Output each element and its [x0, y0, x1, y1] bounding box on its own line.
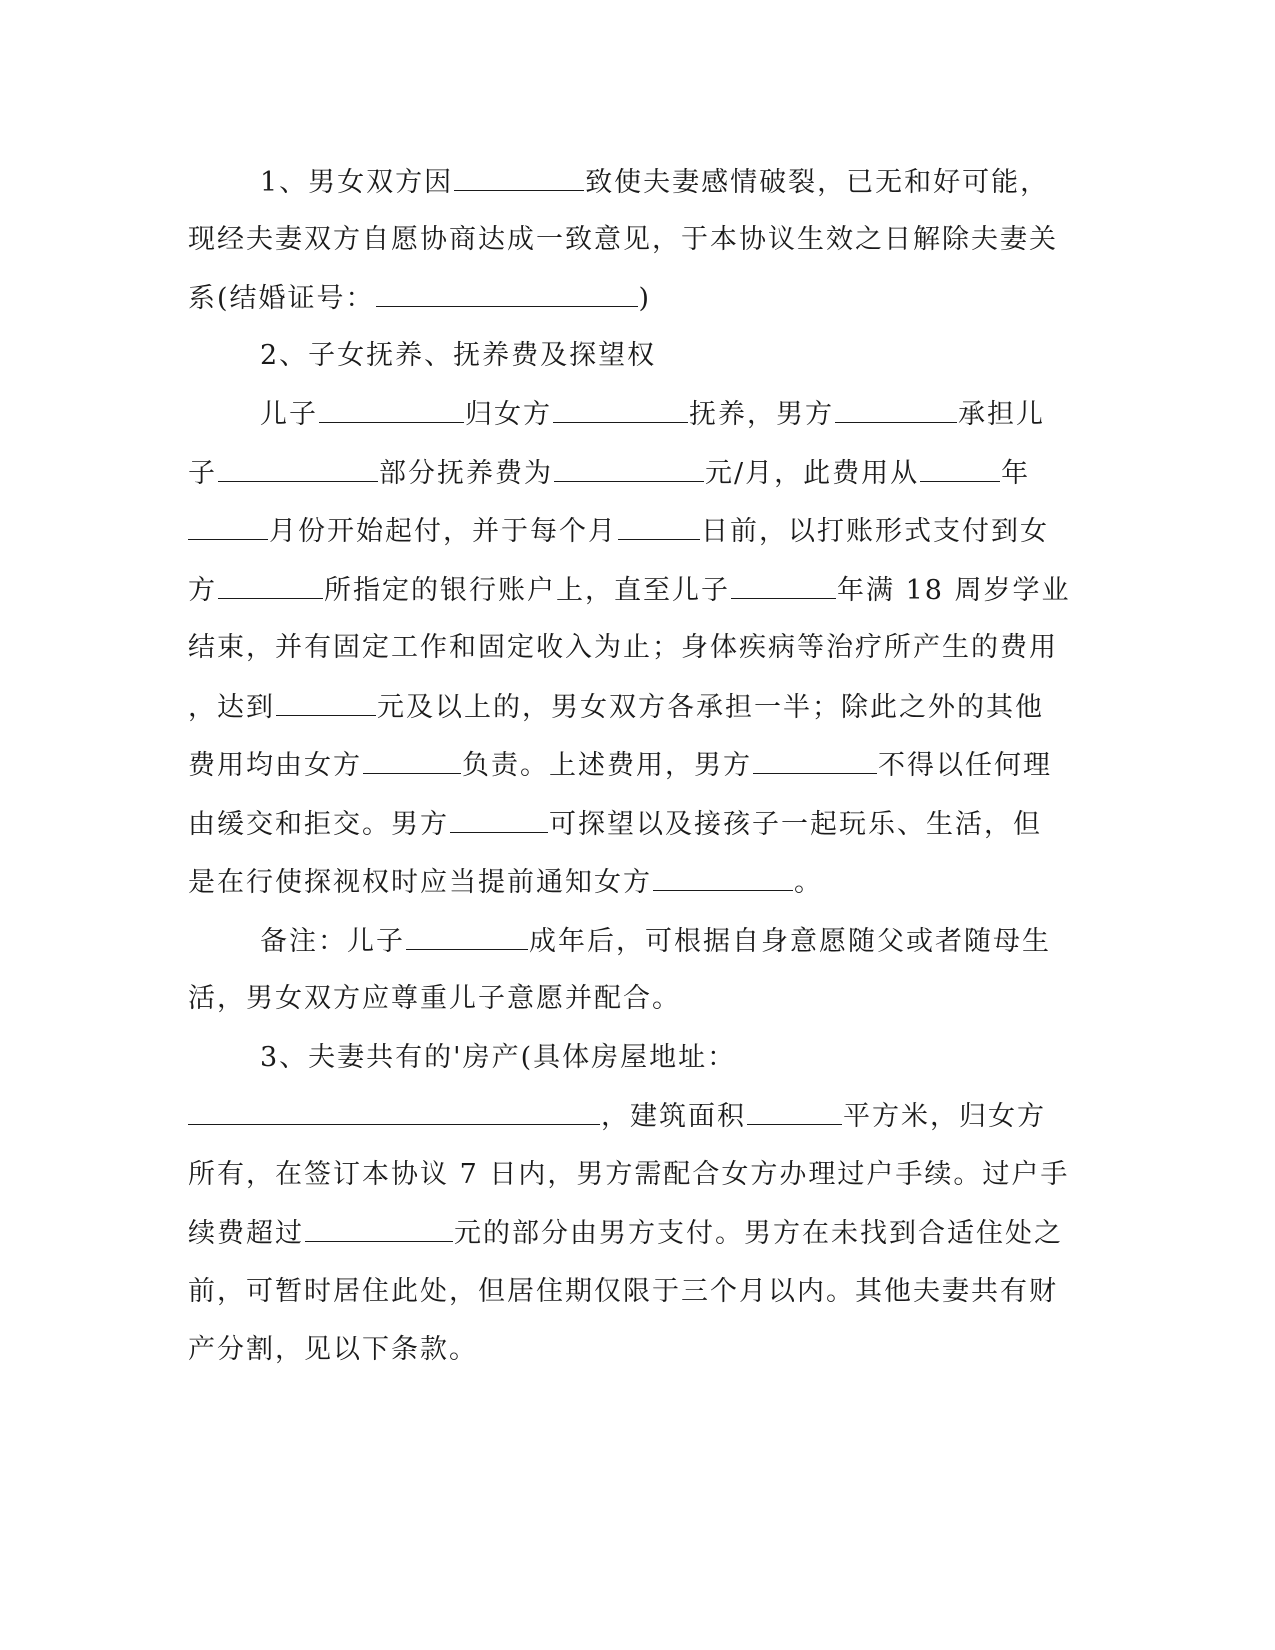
text-segment: ) [638, 283, 652, 314]
fill-in-blank[interactable] [618, 513, 700, 540]
text-segment: ，建筑面积 [601, 1101, 746, 1132]
clause-2-heading [260, 338, 656, 374]
text-segment: 费用均由女方 [188, 750, 362, 781]
text-segment: 平方米，归女方 [843, 1101, 1046, 1132]
clause-3-line-2 [188, 1098, 1046, 1134]
text-segment: 1、男女双方因 [260, 167, 454, 198]
text-segment: 负责。上述费用，男方 [462, 750, 752, 781]
fill-in-blank[interactable] [363, 747, 461, 774]
clause-2-line-6 [188, 689, 1044, 725]
fill-in-blank[interactable] [218, 572, 323, 599]
fill-in-blank[interactable] [920, 455, 1000, 482]
clause-2-line-7 [188, 747, 1052, 783]
fill-in-blank[interactable] [554, 455, 704, 482]
clause-1-line-3 [188, 280, 651, 316]
text-segment: 所有，在签订本协议 7 日内，男方需配合女方办理过户手续。过户手 [188, 1159, 1070, 1190]
note-line-1 [260, 923, 1051, 959]
text-segment: 子 [188, 458, 217, 489]
clause-3-line-5 [188, 1274, 1058, 1310]
clause-1-line-1 [260, 164, 1049, 200]
fill-in-blank[interactable] [731, 572, 836, 599]
clause-2-line-4 [188, 572, 1071, 608]
text-segment: 日前，以打账形式支付到女 [701, 516, 1049, 547]
clause-3-line-3 [188, 1157, 1069, 1193]
text-segment: 元及以上的，男女双方各承担一半；除此之外的其他 [377, 692, 1044, 723]
text-segment: 前，可暂时居住此处，但居住期仅限于三个月以内。其他夫妻共有财 [188, 1276, 1058, 1307]
clause-1-line-2 [188, 222, 1058, 258]
text-segment: 年满 18 周岁学业 [837, 575, 1071, 606]
building-area-blank[interactable] [747, 1098, 842, 1125]
text-segment: 活，男女双方应尊重儿子意愿并配合。 [188, 983, 681, 1014]
clause-3-line-4 [188, 1215, 1063, 1251]
fill-in-blank[interactable] [188, 513, 268, 540]
text-segment: 年 [1001, 458, 1031, 489]
text-segment: 备注：儿子 [260, 926, 405, 957]
clause-2-line-1 [260, 396, 1045, 432]
text-segment: 抚养，男方 [689, 399, 834, 430]
text-segment: 月份开始起付，并于每个月 [269, 516, 617, 547]
text-segment: 元/月，此费用从 [705, 458, 920, 489]
text-segment: 元的部分由男方支付。男方在未找到合适住处之 [454, 1218, 1063, 1249]
text-segment: 承担儿 [958, 399, 1045, 430]
house-address-blank[interactable] [188, 1098, 600, 1125]
fill-in-blank[interactable] [450, 806, 548, 833]
marriage-certificate-number-blank[interactable] [376, 280, 638, 307]
clause-2-line-8 [188, 806, 1042, 842]
text-segment: 部分抚养费为 [379, 458, 553, 489]
note-line-2 [188, 981, 681, 1017]
text-segment: 2、子女抚养、抚养费及探望权 [260, 340, 657, 371]
text-segment: 续费超过 [188, 1218, 304, 1249]
text-segment: 儿子 [260, 399, 318, 430]
text-segment: 现经夫妻双方自愿协商达成一致意见，于本协议生效之日解除夫妻关 [188, 224, 1058, 255]
text-segment: 是在行使探视权时应当提前通知女方 [188, 867, 652, 898]
fill-in-blank[interactable] [218, 455, 378, 482]
fill-in-blank[interactable] [753, 747, 877, 774]
clause-2-line-3 [188, 513, 1049, 549]
text-segment: 结束，并有固定工作和固定收入为止；身体疾病等治疗所产生的费用 [188, 632, 1058, 663]
text-segment: 由缓交和拒交。男方 [188, 809, 449, 840]
fill-in-blank[interactable] [653, 864, 793, 891]
fill-in-blank[interactable] [276, 689, 376, 716]
fill-in-blank[interactable] [454, 164, 584, 191]
text-segment: 产分割，见以下条款。 [188, 1334, 478, 1365]
text-segment: 3、夫妻共有的'房产(具体房屋地址： [260, 1042, 737, 1073]
text-segment: 所指定的银行账户上，直至儿子 [324, 575, 730, 606]
text-segment: 归女方 [465, 399, 552, 430]
text-segment: 成年后，可根据自身意愿随父或者随母生 [529, 926, 1051, 957]
text-segment: 系(结婚证号： [188, 283, 375, 314]
text-segment: 致使夫妻感情破裂，已无和好可能， [585, 167, 1050, 198]
fill-in-blank[interactable] [319, 396, 464, 423]
text-segment: 不得以任何理 [878, 750, 1052, 781]
clause-3-line-1 [260, 1040, 736, 1076]
clause-3-line-6 [188, 1332, 478, 1368]
clause-2-line-2 [188, 455, 1030, 491]
fill-in-blank[interactable] [835, 396, 957, 423]
text-segment: 可探望以及接孩子一起玩乐、生活，但 [549, 809, 1042, 840]
text-segment: ，达到 [188, 692, 275, 723]
clause-2-line-5 [188, 630, 1058, 666]
fill-in-blank[interactable] [553, 396, 688, 423]
fill-in-blank[interactable] [406, 923, 528, 950]
text-segment: 。 [794, 867, 823, 898]
transfer-fee-blank[interactable] [305, 1215, 453, 1242]
clause-2-line-9 [188, 864, 823, 900]
text-segment: 方 [188, 575, 217, 606]
